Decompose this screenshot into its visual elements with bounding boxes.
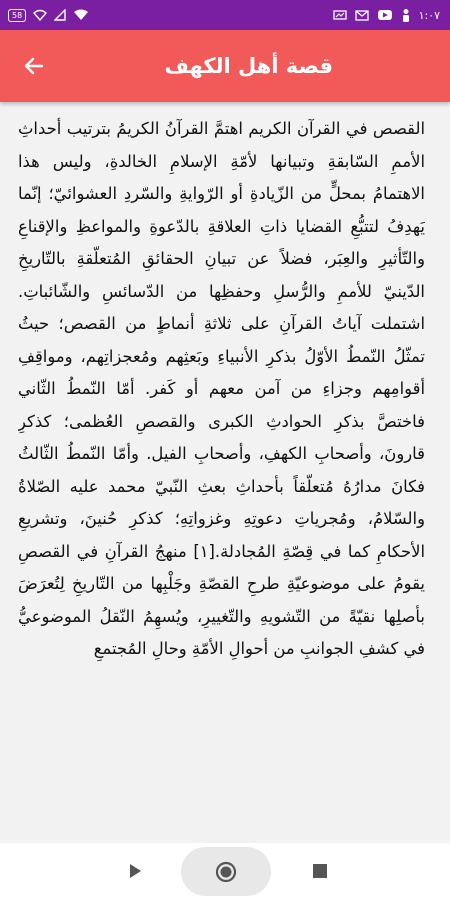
navigation-bar [0,843,450,900]
home-button[interactable] [181,847,271,896]
arrow-left-icon [22,54,46,78]
gmail-icon [355,9,369,21]
status-bar-left [8,0,89,30]
network-icon [73,9,89,21]
person-icon [401,8,411,22]
battery-level: 58 [12,10,23,20]
back-triangle-icon[interactable] [123,860,145,882]
status-bar-right [333,0,440,30]
status-bar [0,0,450,30]
youtube-icon [377,9,393,21]
home-circle-icon [214,860,238,884]
wifi-icon [33,9,47,21]
app-bar [0,30,450,102]
media-icon [333,9,347,21]
back-button[interactable] [18,50,50,82]
page-title: قصة أهل الكهف [164,54,333,78]
article-text: القصص في القرآن الكريم اهتمَّ القرآنُ الكريمُ بترتيب أحداثِ الأممِ السّابقةِ وتبيانها لأمّةِ الإسلامِ الخالدةِ، وليس هذا الاهتمامُ بمحلٍّ من الزّيادةِ أو الرّوايةِ والسّردِ العشوائيّ؛ إنّما يَهدِفُ لتتبُّعِ القضايا ذاتِ العلاقةِ بالدّعوةِ والمواعظِ والإقناعِ والتّأثيرِ والعِبَر، فضلاً عن تبيانِ الحقائقِ المُتعلّقةِ بالتّاريخِ الدّينيّ للأممِ والرُّسلِ وحفظِها من الدّسائسِ والشّائباتِ. اشتملت آياتُ القرآنِ على ثلاثةِ أنماطٍ من القصص؛ حيثُ تمثّلُ النّمطُ الأوّلُ بذكرِ الأنبياءِ وبَعثِهم ومُعجزاتِهم، ومواقِفِ أقوامِهم وجزاءِ من آمن معهم أو كَفر. أمّا النّمطُ الثّاني فاختصَّ بذكرِ الحوادثِ الكبرى والقصصِ العُظمى؛ كذكرِ قارونَ، وأصحابِ الكهفِ، وأصحابِ الفيل. وأمّا النّمطُ الثّالثُ فكانَ مدارُهُ مُتعلّقاً بأحداثِ بعثِ النّبيّ محمد عليه الصّلاةُ والسّلامُ، ومُجرياتِ دعوتِهِ وغزواتِهِ؛ كذكرِ حُنينَ، وتشريعِ الأحكامِ كما في قِصّةِ المُجادلة.[١] منهجُ القرآنِ في القصصِ يقومُ على موضوعيّةِ طرحِ القصّةِ وجَلْبِها من التّاريخِ لِتُعرَضَ بأصلِها نقيّةً من التّشويهِ والتّغييرِ، ويُسهِمُ النّقلُ الموضوعيُّ في كشفِ الجوانبِ من أحوالِ الأمّةِ وحالِ المُجتمعِ [18,119,425,658]
status-time: ١:٠٧ [418,8,440,22]
signal-icon [54,9,66,21]
recents-square-icon[interactable] [310,861,330,881]
article-content[interactable] [18,113,425,828]
battery-icon [8,9,26,22]
